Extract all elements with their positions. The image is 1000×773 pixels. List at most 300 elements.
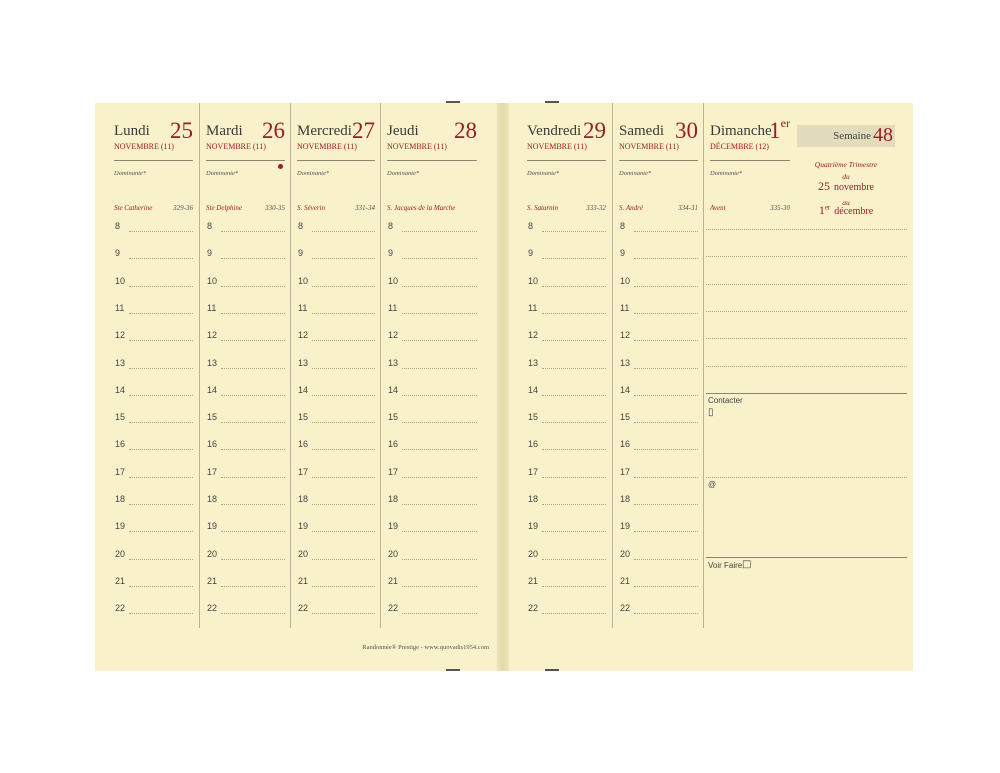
- dominante-label: Dominante*: [710, 170, 743, 177]
- hour-label: 20: [207, 548, 218, 559]
- hour-label: 10: [115, 275, 126, 286]
- hour-row[interactable]: [291, 330, 381, 357]
- day-column: [380, 103, 483, 628]
- hour-label: 17: [528, 466, 539, 477]
- hour-label: 13: [207, 357, 218, 368]
- dominante-field[interactable]: [206, 160, 285, 180]
- hour-line: [634, 504, 698, 505]
- hour-row[interactable]: [291, 385, 381, 412]
- hour-line: [129, 258, 193, 259]
- phone-icon: ▯: [708, 407, 714, 418]
- hour-line: [312, 586, 375, 587]
- hour-row[interactable]: [613, 221, 704, 248]
- hour-label: 10: [528, 275, 539, 286]
- hour-label: 12: [620, 330, 631, 341]
- hour-label: 13: [528, 357, 539, 368]
- hour-row[interactable]: [381, 603, 483, 630]
- hour-row[interactable]: [291, 576, 381, 603]
- hour-row[interactable]: [381, 439, 483, 466]
- dominante-label: Dominante*: [114, 170, 147, 177]
- hour-line: [129, 313, 193, 314]
- hour-row[interactable]: [200, 603, 291, 630]
- hour-row[interactable]: [381, 221, 483, 248]
- note-line: [706, 311, 907, 312]
- day-number: 29: [583, 118, 606, 143]
- ribbon-tick: [545, 669, 559, 671]
- hour-label: 9: [115, 248, 121, 259]
- hour-label: 17: [298, 466, 309, 477]
- hour-line: [129, 504, 193, 505]
- hour-row[interactable]: [521, 576, 612, 603]
- hour-row[interactable]: [381, 385, 483, 412]
- hour-label: 13: [115, 357, 126, 368]
- hour-label: 14: [207, 384, 218, 395]
- quarter-du: du: [842, 172, 850, 181]
- hour-row[interactable]: [381, 248, 483, 275]
- hour-line: [312, 531, 375, 532]
- hour-line: [402, 477, 477, 478]
- hour-line: [402, 504, 477, 505]
- hour-row[interactable]: [291, 248, 381, 275]
- hour-row[interactable]: [291, 494, 381, 521]
- hour-label: 20: [528, 548, 539, 559]
- hour-label: 11: [620, 302, 630, 313]
- hour-line: [221, 504, 285, 505]
- hour-label: 20: [115, 548, 126, 559]
- hour-label: 22: [298, 603, 309, 614]
- hour-label: 16: [620, 439, 631, 450]
- hour-row[interactable]: [521, 412, 612, 439]
- hour-row[interactable]: [108, 549, 199, 576]
- hour-row[interactable]: [108, 576, 199, 603]
- hour-label: 10: [388, 275, 399, 286]
- hour-label: 9: [528, 248, 534, 259]
- hour-line: [221, 559, 285, 560]
- hour-row[interactable]: [613, 330, 704, 357]
- dominante-field[interactable]: [297, 160, 375, 180]
- right-page: [509, 103, 913, 671]
- day-name: Lundi: [114, 123, 150, 139]
- hour-line: [402, 559, 477, 560]
- day-name: Samedi: [619, 123, 664, 139]
- hour-label: 21: [388, 575, 399, 586]
- hour-line: [542, 613, 606, 614]
- hour-row[interactable]: [200, 303, 291, 330]
- hour-label: 14: [115, 384, 126, 395]
- hour-line: [221, 422, 285, 423]
- hour-row[interactable]: [291, 221, 381, 248]
- hour-row[interactable]: [108, 221, 199, 248]
- hour-line: [221, 231, 285, 232]
- hour-line: [221, 449, 285, 450]
- hour-row[interactable]: [381, 576, 483, 603]
- hour-line: [634, 477, 698, 478]
- hour-line: [542, 504, 606, 505]
- hour-row[interactable]: [200, 521, 291, 548]
- hour-line: [221, 586, 285, 587]
- hour-line: [312, 477, 375, 478]
- hour-line: [634, 559, 698, 560]
- hour-label: 21: [115, 575, 126, 586]
- hour-line: [312, 422, 375, 423]
- hour-row[interactable]: [613, 358, 704, 385]
- hour-line: [634, 531, 698, 532]
- hour-line: [542, 313, 606, 314]
- hour-label: 15: [115, 412, 126, 423]
- dominante-field[interactable]: [114, 160, 193, 180]
- hour-label: 11: [115, 302, 125, 313]
- hour-row[interactable]: [200, 576, 291, 603]
- day-of-year: 330-35: [265, 204, 285, 212]
- hour-line: [221, 613, 285, 614]
- quarter-title: Quatrième Trimestre: [814, 160, 878, 169]
- hour-label: 10: [298, 275, 309, 286]
- hour-line: [542, 286, 606, 287]
- hour-row[interactable]: [521, 439, 612, 466]
- hour-row[interactable]: [613, 412, 704, 439]
- hour-row[interactable]: [200, 439, 291, 466]
- hour-row[interactable]: [613, 248, 704, 275]
- hour-label: 18: [115, 494, 126, 504]
- saint-name: Avent: [710, 204, 726, 212]
- hour-line: [634, 231, 698, 232]
- hour-line: [129, 231, 193, 232]
- hour-row[interactable]: [381, 494, 483, 521]
- book-gutter: [497, 103, 509, 671]
- hour-label: 8: [388, 221, 394, 231]
- hour-row[interactable]: [381, 467, 483, 494]
- hour-row[interactable]: [200, 494, 291, 521]
- week-box: [797, 125, 895, 147]
- hour-label: 19: [388, 521, 399, 532]
- hour-label: 8: [115, 221, 121, 231]
- hour-row[interactable]: [291, 439, 381, 466]
- hour-row[interactable]: [613, 467, 704, 494]
- saint-name: Ste Catherine: [114, 204, 153, 212]
- hour-label: 14: [528, 384, 539, 395]
- hour-line: [542, 231, 606, 232]
- hour-row[interactable]: [381, 358, 483, 385]
- hour-row[interactable]: [381, 330, 483, 357]
- note-line: [706, 477, 907, 478]
- hour-row[interactable]: [200, 330, 291, 357]
- hour-label: 14: [620, 384, 631, 395]
- hour-label: 17: [115, 466, 126, 477]
- hour-line: [221, 531, 285, 532]
- hour-label: 12: [115, 330, 126, 341]
- hour-label: 16: [528, 439, 539, 450]
- section-divider: [706, 393, 907, 394]
- hour-row[interactable]: [613, 385, 704, 412]
- hour-line: [312, 286, 375, 287]
- quarter-start: 25 novembre: [818, 179, 874, 193]
- hour-row[interactable]: [521, 330, 612, 357]
- hour-row[interactable]: [613, 549, 704, 576]
- hour-row[interactable]: [108, 303, 199, 330]
- day-header: [114, 119, 193, 159]
- hour-line: [312, 504, 375, 505]
- ribbon-tick: [446, 669, 460, 671]
- day-month: NOVEMBRE (11): [387, 142, 447, 151]
- hour-row[interactable]: [521, 385, 612, 412]
- hour-line: [129, 613, 193, 614]
- hour-label: 21: [528, 575, 539, 586]
- hour-row[interactable]: [521, 467, 612, 494]
- hour-label: 19: [207, 521, 218, 532]
- hour-label: 14: [298, 384, 309, 395]
- hour-row[interactable]: [521, 549, 612, 576]
- hour-label: 10: [207, 275, 218, 286]
- dominante-field[interactable]: [710, 160, 790, 180]
- hour-row[interactable]: [521, 248, 612, 275]
- hour-label: 20: [620, 548, 631, 559]
- hour-row[interactable]: [291, 303, 381, 330]
- day-column: [108, 103, 199, 628]
- day-name: Mardi: [206, 123, 243, 139]
- hour-row[interactable]: [521, 521, 612, 548]
- hour-row[interactable]: [108, 385, 199, 412]
- day-name: Dimanche: [710, 123, 772, 139]
- hour-line: [221, 286, 285, 287]
- hour-line: [542, 368, 606, 369]
- hour-row[interactable]: [108, 494, 199, 521]
- hour-line: [221, 368, 285, 369]
- hour-row[interactable]: [381, 276, 483, 303]
- hour-row[interactable]: [200, 358, 291, 385]
- dominante-label: Dominante*: [619, 170, 652, 177]
- hour-line: [312, 395, 375, 396]
- day-number: 28: [454, 118, 477, 143]
- hour-line: [402, 395, 477, 396]
- hour-label: 21: [620, 575, 631, 586]
- hour-label: 12: [388, 330, 399, 341]
- voir-faire-label: Voir Faire: [708, 561, 743, 570]
- day-month: NOVEMBRE (11): [114, 142, 174, 151]
- day-number: 27: [352, 118, 375, 143]
- hour-label: 15: [298, 412, 309, 423]
- day-header: [619, 119, 698, 159]
- hour-label: 15: [207, 412, 218, 423]
- hour-label: 8: [620, 221, 626, 231]
- hour-label: 22: [115, 603, 126, 614]
- hour-row[interactable]: [108, 276, 199, 303]
- hour-row[interactable]: [613, 603, 704, 630]
- hour-line: [402, 449, 477, 450]
- hour-row[interactable]: [521, 603, 612, 630]
- hour-line: [634, 422, 698, 423]
- hour-line: [542, 340, 606, 341]
- day-number: 26: [262, 118, 285, 143]
- hour-line: [129, 395, 193, 396]
- hour-row[interactable]: [613, 494, 704, 521]
- hour-label: 18: [620, 494, 631, 504]
- hour-line: [634, 340, 698, 341]
- hour-line: [402, 586, 477, 587]
- hour-line: [402, 531, 477, 532]
- week-label: Semaine: [833, 130, 871, 142]
- hour-label: 12: [528, 330, 539, 341]
- hour-row[interactable]: [291, 358, 381, 385]
- hour-row[interactable]: [108, 467, 199, 494]
- hour-label: 13: [388, 357, 399, 368]
- hour-line: [634, 449, 698, 450]
- day-month: NOVEMBRE (11): [619, 142, 679, 151]
- day-name: Vendredi: [527, 123, 582, 139]
- hour-label: 12: [298, 330, 309, 341]
- hour-line: [634, 613, 698, 614]
- hour-row[interactable]: [291, 521, 381, 548]
- hour-row[interactable]: [381, 303, 483, 330]
- hour-line: [634, 258, 698, 259]
- hour-row[interactable]: [613, 521, 704, 548]
- hour-row[interactable]: [200, 467, 291, 494]
- dominante-field[interactable]: [527, 160, 606, 180]
- hour-row[interactable]: [613, 303, 704, 330]
- note-line: [706, 338, 907, 339]
- hour-label: 22: [207, 603, 218, 614]
- hour-line: [402, 286, 477, 287]
- email-at-label: @: [708, 480, 717, 489]
- hour-line: [129, 531, 193, 532]
- hour-row[interactable]: [521, 221, 612, 248]
- hour-line: [129, 586, 193, 587]
- hour-line: [542, 395, 606, 396]
- hour-label: 16: [298, 439, 309, 450]
- hour-row[interactable]: [200, 248, 291, 275]
- hour-row[interactable]: [200, 549, 291, 576]
- hour-row[interactable]: [108, 358, 199, 385]
- hour-row[interactable]: [381, 549, 483, 576]
- hour-label: 14: [388, 384, 399, 395]
- hour-row[interactable]: [108, 330, 199, 357]
- hour-row[interactable]: [291, 467, 381, 494]
- saint-name: Ste Delphine: [206, 204, 242, 212]
- saint-name: S. Jacques de la Marche: [387, 204, 456, 212]
- hour-label: 21: [207, 575, 218, 586]
- hour-label: 16: [207, 439, 218, 450]
- hour-label: 8: [298, 221, 304, 231]
- hour-line: [129, 286, 193, 287]
- hour-label: 11: [528, 302, 538, 313]
- hour-line: [542, 477, 606, 478]
- hour-label: 15: [388, 412, 399, 423]
- hour-line: [129, 368, 193, 369]
- hour-line: [129, 340, 193, 341]
- hour-row[interactable]: [108, 439, 199, 466]
- day-column: [199, 103, 291, 628]
- day-of-year: 331-34: [355, 204, 375, 212]
- hour-row[interactable]: [613, 576, 704, 603]
- hour-row[interactable]: [521, 494, 612, 521]
- hour-line: [542, 422, 606, 423]
- hour-row[interactable]: [108, 603, 199, 630]
- hour-row[interactable]: [291, 412, 381, 439]
- hour-line: [312, 559, 375, 560]
- hour-label: 22: [528, 603, 539, 614]
- hour-label: 13: [620, 357, 631, 368]
- day-month: NOVEMBRE (11): [297, 142, 357, 151]
- hour-label: 19: [298, 521, 309, 532]
- day-number: 1er: [769, 116, 790, 143]
- dominante-label: Dominante*: [527, 170, 560, 177]
- hour-line: [221, 477, 285, 478]
- hour-label: 8: [528, 221, 534, 231]
- hour-line: [312, 449, 375, 450]
- hour-label: 18: [207, 494, 218, 504]
- hour-row[interactable]: [200, 412, 291, 439]
- hour-line: [402, 340, 477, 341]
- hour-label: 18: [528, 494, 539, 504]
- hour-row[interactable]: [200, 276, 291, 303]
- day-number: 25: [170, 118, 193, 143]
- hour-row[interactable]: [521, 303, 612, 330]
- page-footer: Randonnée® Prestige - www.quovadis1954.com: [362, 644, 489, 651]
- hour-row[interactable]: [200, 221, 291, 248]
- hour-line: [634, 313, 698, 314]
- hour-row[interactable]: [381, 521, 483, 548]
- hour-label: 9: [388, 248, 394, 259]
- hour-label: 15: [620, 412, 631, 423]
- dominante-label: Dominante*: [297, 170, 330, 177]
- hour-line: [312, 340, 375, 341]
- hour-line: [129, 477, 193, 478]
- note-line: [706, 284, 907, 285]
- day-month: NOVEMBRE (11): [527, 142, 587, 151]
- dominante-label: Dominante*: [387, 170, 420, 177]
- day-header: [206, 119, 285, 159]
- hour-row[interactable]: [521, 358, 612, 385]
- hour-label: 10: [620, 275, 631, 286]
- hour-label: 11: [207, 302, 217, 313]
- hour-line: [129, 422, 193, 423]
- hour-label: 22: [388, 603, 399, 614]
- day-header: [387, 119, 477, 159]
- hour-row[interactable]: [613, 439, 704, 466]
- day-of-year: 333-32: [586, 204, 606, 212]
- hour-row[interactable]: [200, 385, 291, 412]
- hour-label: 18: [298, 494, 309, 504]
- hour-row[interactable]: [291, 603, 381, 630]
- hour-line: [221, 395, 285, 396]
- hour-row[interactable]: [108, 248, 199, 275]
- hour-row[interactable]: [108, 521, 199, 548]
- dominante-field[interactable]: [387, 160, 477, 180]
- hour-line: [542, 559, 606, 560]
- hour-label: 19: [620, 521, 631, 532]
- hour-row[interactable]: [108, 412, 199, 439]
- dominante-field[interactable]: [619, 160, 698, 180]
- quarter-end: 1er décembre: [818, 203, 874, 217]
- hour-row[interactable]: [291, 276, 381, 303]
- ribbon-tick: [545, 101, 559, 103]
- quarter-au: au: [842, 198, 850, 207]
- hour-line: [221, 340, 285, 341]
- hour-row[interactable]: [291, 549, 381, 576]
- left-page: [95, 103, 497, 671]
- day-month: NOVEMBRE (11): [206, 142, 266, 151]
- hour-line: [221, 258, 285, 259]
- hour-row[interactable]: [521, 276, 612, 303]
- hour-line: [129, 449, 193, 450]
- red-dot-icon: [278, 164, 283, 169]
- hour-row[interactable]: [381, 412, 483, 439]
- hour-label: 16: [115, 439, 126, 450]
- hour-label: 8: [207, 221, 213, 231]
- contacter-label: Contacter: [708, 396, 743, 405]
- note-line: [706, 229, 907, 230]
- day-name: Jeudi: [387, 123, 419, 139]
- hour-row[interactable]: [613, 276, 704, 303]
